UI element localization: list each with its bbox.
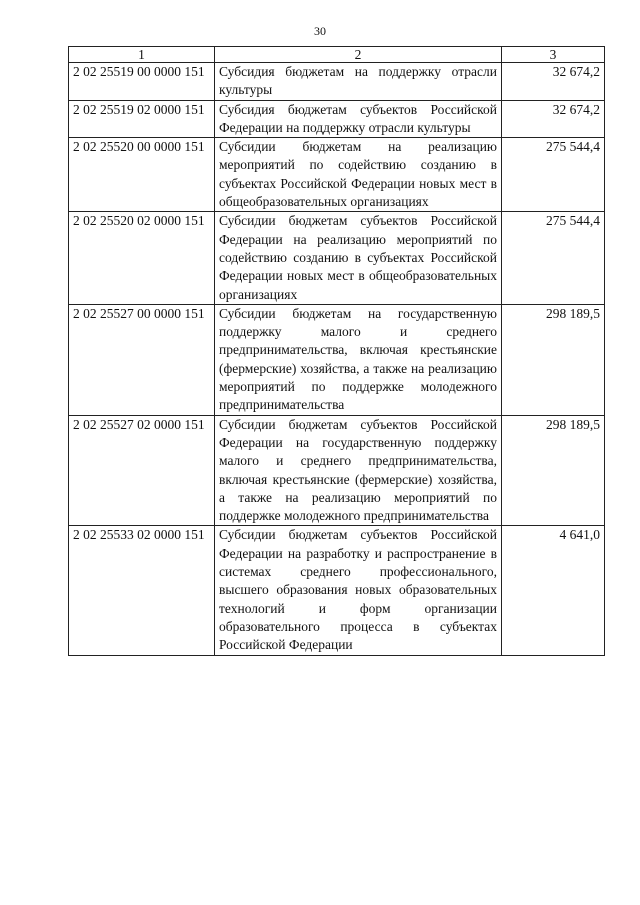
budget-table — [68, 46, 605, 656]
table-row — [69, 304, 605, 415]
page-number: 30 — [314, 24, 326, 38]
budget-code: 2 02 25519 02 0000 151 — [69, 100, 215, 138]
column-header-1: 1 — [69, 47, 215, 63]
budget-code: 2 02 25519 00 0000 151 — [69, 63, 215, 101]
row-description: Субсидии бюджетам субъектов Российской Федерации на разработку и распространение в системах среднего профессионального, высшего образования новых образовательных технологий и форм организации образовательного процесса в субъектах Российской Федерации — [215, 526, 502, 655]
budget-code: 2 02 25527 02 0000 151 — [69, 415, 215, 526]
row-amount: 32 674,2 — [502, 63, 605, 101]
table-header-row — [69, 47, 605, 63]
budget-code: 2 02 25520 02 0000 151 — [69, 212, 215, 304]
row-amount: 32 674,2 — [502, 100, 605, 138]
column-header-2: 2 — [215, 47, 502, 63]
table-row — [69, 415, 605, 526]
row-description: Субсидия бюджетам субъектов Российской Федерации на поддержку отрасли культуры — [215, 100, 502, 138]
row-amount: 275 544,4 — [502, 212, 605, 304]
row-description: Субсидии бюджетам на реализацию мероприятий по содействию созданию в субъектах Российской Федерации новых мест в общеобразовательных организациях — [215, 138, 502, 212]
budget-code: 2 02 25533 02 0000 151 — [69, 526, 215, 655]
table-row — [69, 138, 605, 212]
row-amount: 298 189,5 — [502, 415, 605, 526]
budget-code: 2 02 25527 00 0000 151 — [69, 304, 215, 415]
table-row — [69, 526, 605, 655]
table-row — [69, 100, 605, 138]
column-header-3: 3 — [502, 47, 605, 63]
row-description: Субсидия бюджетам на поддержку отрасли культуры — [215, 63, 502, 101]
table-row — [69, 212, 605, 304]
row-description: Субсидии бюджетам субъектов Российской Федерации на реализацию мероприятий по содействию созданию в субъектах Российской Федерации новых мест в общеобразовательных организациях — [215, 212, 502, 304]
row-amount: 4 641,0 — [502, 526, 605, 655]
row-amount: 298 189,5 — [502, 304, 605, 415]
table-row — [69, 63, 605, 101]
row-description: Субсидии бюджетам субъектов Российской Федерации на государственную поддержку малого и среднего предпринимательства, включая крестьянские (фермерские) хозяйства, а также на реализацию мероприятий по поддержке молодежного предпринимательства — [215, 415, 502, 526]
row-amount: 275 544,4 — [502, 138, 605, 212]
budget-code: 2 02 25520 00 0000 151 — [69, 138, 215, 212]
row-description: Субсидии бюджетам на государственную поддержку малого и среднего предпринимательства, включая крестьянские (фермерские) хозяйства, а также на реализацию мероприятий по поддержке молодежного предпринимательства — [215, 304, 502, 415]
